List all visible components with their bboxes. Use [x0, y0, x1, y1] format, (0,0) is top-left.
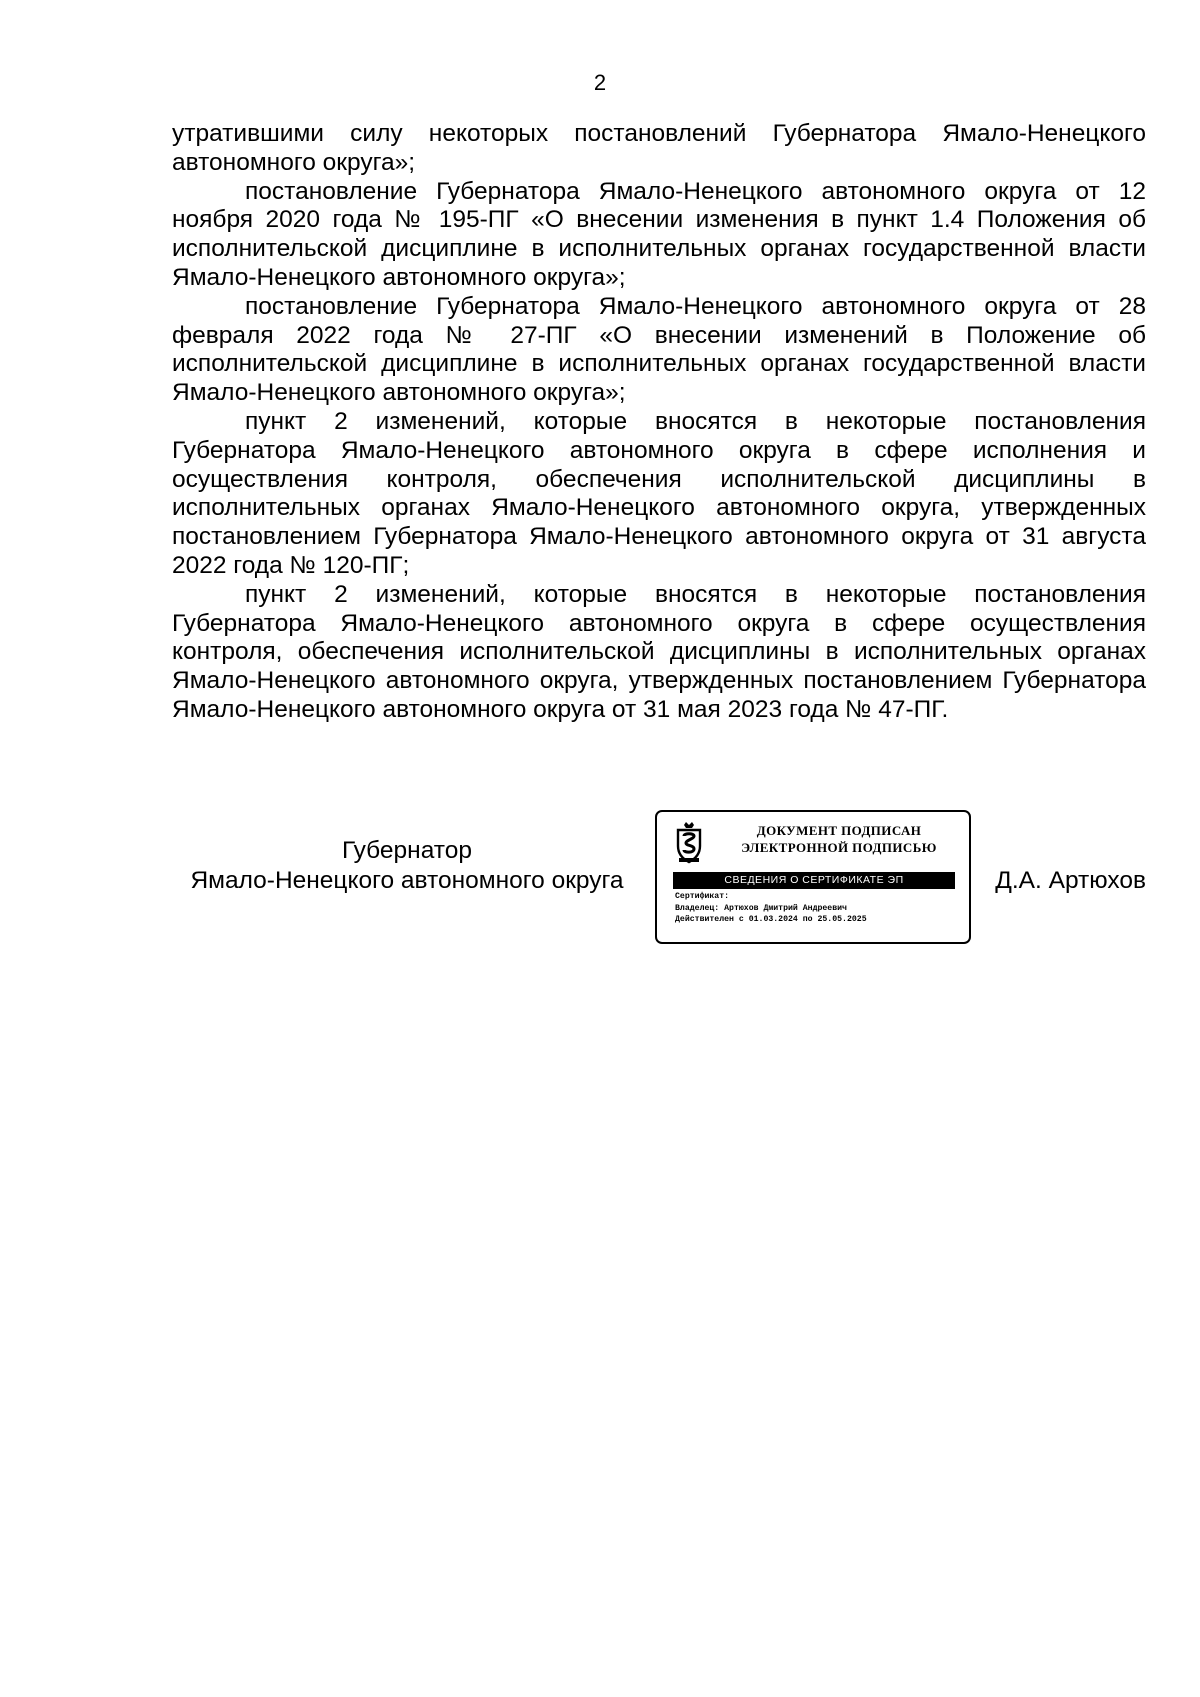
paragraph-item: постановление Губернатора Ямало-Ненецкого автономного округа от 28 февраля 2022 года № 27-ПГ «О внесении изменений в Положение об исполнительской дисциплине в исполнительных органах государственной власти Ямало-Ненецкого автономного округа»;: [172, 292, 1146, 407]
stamp-header: [719, 822, 959, 856]
stamp-header-line2: ЭЛЕКТРОННОЙ ПОДПИСЬЮ: [741, 840, 937, 855]
paragraph-item: пункт 2 изменений, которые вносятся в некоторые постановления Губернатора Ямало-Ненецкого автономного округа в сфере исполнения и осуществления контроля, обеспечения исполнительской дисциплины в исполнительных органах Ямало-Ненецкого автономного округа, утвержденных постановлением Губернатора Ямало-Ненецкого автономного округа от 31 августа 2022 года № 120-ПГ;: [172, 407, 1146, 579]
certificate-validity: Действителен с 01.03.2024 по 25.05.2025: [675, 915, 867, 924]
paragraph-continuation: утратившими силу некоторых постановлений Губернатора Ямало-Ненецкого автономного округа»;: [172, 120, 1146, 176]
certificate-label: Сертификат:: [675, 892, 730, 901]
signatory-name: Д.А. Артюхов: [995, 867, 1146, 894]
paragraph-item: постановление Губернатора Ямало-Ненецкого автономного округа от 12 ноября 2020 года № 195-ПГ «О внесении изменения в пункт 1.4 Положения об исполнительской дисциплине в исполнительных органах государственной власти Ямало-Ненецкого автономного округа»;: [172, 177, 1146, 291]
certificate-owner: Владелец: Артюхов Дмитрий Андреевич: [675, 903, 847, 913]
stamp-header-line1: ДОКУМЕНТ ПОДПИСАН: [756, 823, 922, 838]
electronic-signature-stamp: [655, 810, 971, 944]
stamp-details: [675, 891, 957, 926]
signatory-region: Ямало-Ненецкого автономного округа: [190, 867, 624, 894]
coat-of-arms-icon: [675, 822, 703, 864]
signatory-position: [172, 836, 642, 896]
paragraph-item: пункт 2 изменений, которые вносятся в некоторые постановления Губернатора Ямало-Ненецкого автономного округа в сфере осуществления контроля, обеспечения исполнительской дисциплины в исполнительных органах Ямало-Ненецкого автономного округа, утвержденных постановлением Губернатора Ямало-Ненецкого автономного округа от 31 мая 2023 года № 47-ПГ.: [172, 580, 1146, 723]
signatory-title: Губернатор: [342, 837, 472, 864]
page-number: 2: [593, 70, 607, 95]
document-body: [172, 120, 1146, 725]
stamp-certificate-bar: СВЕДЕНИЯ О СЕРТИФИКАТЕ ЭП: [673, 872, 955, 889]
